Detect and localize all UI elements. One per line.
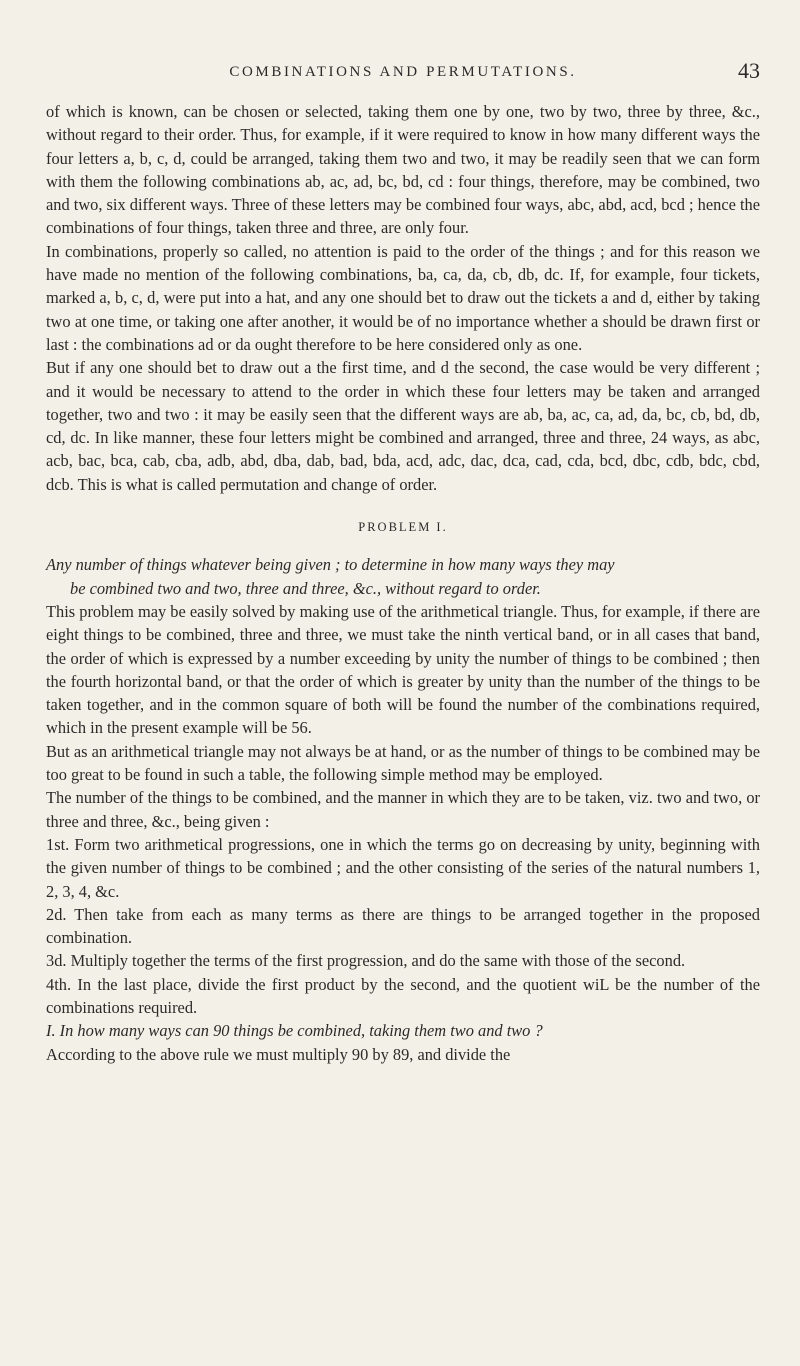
step-3: 3d. Multiply together the terms of the first progression, and do the same with those of the second. xyxy=(46,951,686,971)
paragraph-2: In combinations, properly so called, no attention is paid to the order of the things ; and for this reason we have made no mention of the following combinations, ba, ca, da, cb, db, dc. If, for example, four tickets, marked a, b, c, d, were put into a hat, and any one should bet to draw out the tickets a and d, either by taking two at one time, or taking one after another, it would be of no importance whether a should be drawn first or last : the combinations ad or da ought therefore to be here considered only as one. xyxy=(46,241,760,354)
problem-heading: PROBLEM I. xyxy=(358,520,448,535)
problem-statement xyxy=(46,553,760,600)
page-number: 43 xyxy=(738,58,760,83)
paragraph-6: The number of the things to be combined, and the manner in which they are to be taken, viz. two and two, or three and three, &c., being given : xyxy=(46,788,760,831)
step-1: 1st. Form two arithmetical progressions, one in which the terms go on decreasing by unity, beginning with the given number of things to be combined ; and the other consisting of the series of the natural numbers 1, 2, 3, 4, &c. xyxy=(46,834,760,901)
running-head xyxy=(46,60,760,84)
problem-statement-line-2: be combined two and two, three and three, &c., without regard to order. xyxy=(70,578,541,598)
example-question: I. In how many ways can 90 things be combined, taking them two and two ? xyxy=(46,1021,543,1041)
paragraph-4: This problem may be easily solved by making use of the arithmetical triangle. Thus, for example, if there are eight things to be combined, three and three, we must take the ninth vertical band, or in all cases that band, the order of which is expressed by a number exceeding by unity the number of things to be combined ; then the fourth horizontal band, or that the order of which is greater by unity than the number of the things to be taken together, and in the common square of both will be found the number of the combinations required, which in the present example will be 56. xyxy=(46,601,760,738)
body-text xyxy=(46,100,760,1066)
problem-statement-line-1: Any number of things whatever being given ; to determine in how many ways they may xyxy=(46,555,615,575)
step-4: 4th. In the last place, divide the first product by the second, and the quotient wiL be the number of the combinations required. xyxy=(46,974,760,1017)
step-2: 2d. Then take from each as many terms as there are things to be arranged together in the proposed combination. xyxy=(46,904,760,948)
paragraph-1: of which is known, can be chosen or selected, taking them one by one, two by two, three by three, &c., without regard to their order. Thus, for example, if it were required to know in how many different ways the four letters a, b, c, d, could be arranged, taking them two and two, it may be readily seen that we can form with them the following combinations ab, ac, ad, bc, bd, cd : four things, therefore, may be combined, two and two, six different ways. Three of these letters may be combined four ways, abc, abd, acd, bcd ; hence the combinations of four things, taken three and three, are only four. xyxy=(46,102,760,238)
paragraph-3: But if any one should bet to draw out a the first time, and d the second, the case would be very different ; and it would be necessary to attend to the order in which these four letters may be taken and arranged together, two and two : it may be easily seen that the different ways are ab, ba, ac, ca, ad, da, bc, cb, bd, db, cd, dc. In like manner, these four letters might be combined and arranged, three and three, 24 ways, as abc, acb, bac, bca, cab, cba, adb, abd, dba, dab, bad, bda, acd, adc, dac, dca, cad, cda, bcd, dbc, cdb, bdc, cbd, dcb. This is what is called permutation and change of order. xyxy=(46,358,760,494)
paragraph-5: But as an arithmetical triangle may not always be at hand, or as the number of things to be combined may be too great to be found in such a table, the following simple method may be employed. xyxy=(46,741,760,785)
running-head-title: COMBINATIONS AND PERMUTATIONS. xyxy=(229,64,577,80)
paragraph-answer: According to the above rule we must multiply 90 by 89, and divide the xyxy=(46,1044,511,1064)
